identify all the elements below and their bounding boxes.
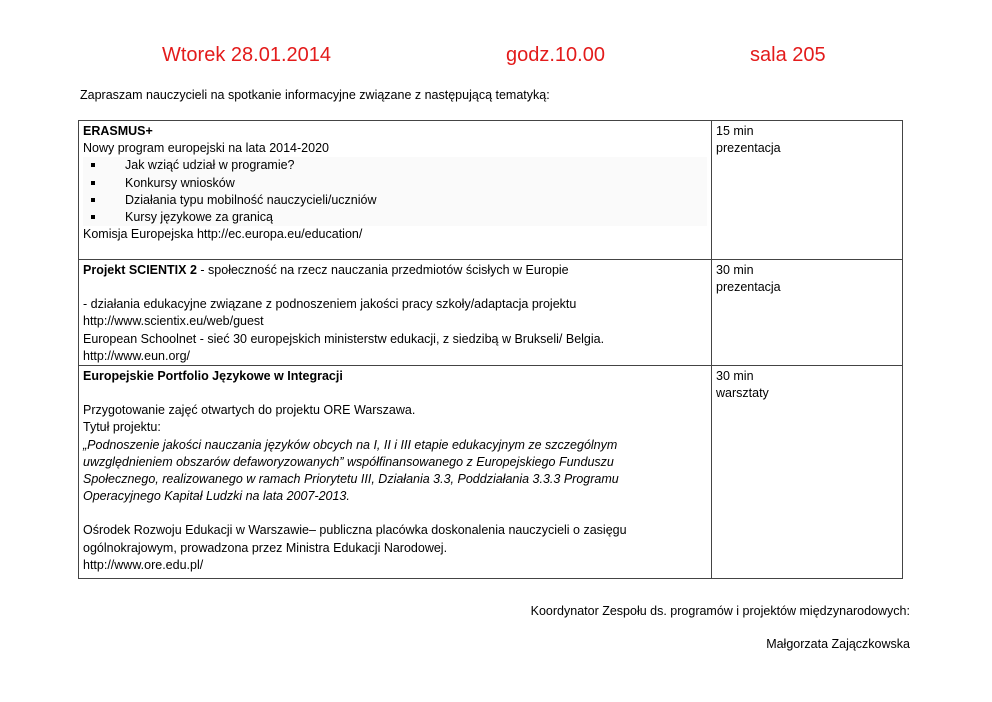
table-row bbox=[79, 260, 903, 366]
meeting-time: godz.10.00 bbox=[506, 44, 605, 66]
duration-cell bbox=[712, 366, 903, 579]
intro-text: Zapraszam nauczycieli na spotkanie informacyjne związane z następującą tematyką: bbox=[80, 88, 550, 102]
table-row bbox=[79, 366, 903, 579]
bullet-square-icon bbox=[91, 215, 95, 219]
topic-bullet-list bbox=[83, 157, 707, 226]
topic-line: - działania edukacyjne związane z podnoszeniem jakości pracy szkoły/adaptacja projektu bbox=[83, 297, 577, 312]
session-form: prezentacja bbox=[716, 280, 781, 295]
schedule-table bbox=[78, 120, 903, 579]
coordinator-title: Koordynator Zespołu ds. programów i projektów międzynarodowych: bbox=[530, 604, 910, 618]
coordinator-name: Małgorzata Zajączkowska bbox=[766, 637, 910, 651]
list-item bbox=[83, 192, 707, 209]
project-title-line: uwzględnieniem obszarów defaworyzowanych” współfinansowanego z Europejskiego Funduszu bbox=[83, 454, 614, 469]
topic-title: Projekt SCIENTIX 2 bbox=[83, 263, 197, 277]
project-title-line: Operacyjnego Kapitał Ludzki na lata 2007-2013. bbox=[83, 489, 350, 504]
topic-cell bbox=[79, 366, 712, 579]
list-item-text: Kursy językowe za granicą bbox=[125, 210, 273, 225]
bullet-square-icon bbox=[91, 181, 95, 185]
topic-line: European Schoolnet - sieć 30 europejskich ministerstw edukacji, z siedzibą w Brukseli/ Belgia. bbox=[83, 331, 605, 346]
topic-line: ogólnokrajowym, prowadzona przez Ministra Edukacji Narodowej. bbox=[83, 540, 448, 555]
topic-link: http://www.scientix.eu/web/guest bbox=[83, 314, 264, 329]
list-item bbox=[83, 157, 707, 174]
topic-line: Tytuł projektu: bbox=[83, 420, 161, 435]
project-title-line: „Podnoszenie jakości nauczania języków obcych na I, II i III etapie edukacyjnym ze szczególnym bbox=[83, 437, 618, 452]
project-title-line: Społecznego, realizowanego w ramach Priorytetu III, Działania 3.3, Poddziałania 3.3.3 Programu bbox=[83, 472, 619, 487]
topic-line: Przygotowanie zajęć otwartych do projektu ORE Warszawa. bbox=[83, 403, 416, 418]
meeting-room: sala 205 bbox=[750, 44, 826, 66]
list-item-text: Działania typu mobilność nauczycieli/uczniów bbox=[125, 192, 377, 207]
duration: 30 min bbox=[716, 263, 754, 277]
bullet-square-icon bbox=[91, 198, 95, 202]
topic-line: Nowy program europejski na lata 2014-2020 bbox=[83, 141, 329, 156]
topic-title: ERASMUS+ bbox=[83, 124, 153, 138]
topic-subtitle: - społeczność na rzecz nauczania przedmiotów ścisłych w Europie bbox=[196, 263, 569, 277]
table-row bbox=[79, 121, 903, 260]
list-item bbox=[83, 175, 707, 192]
list-item bbox=[83, 209, 707, 226]
meeting-date: Wtorek 28.01.2014 bbox=[162, 44, 331, 66]
topic-link: http://www.ore.edu.pl/ bbox=[83, 557, 204, 572]
duration: 30 min bbox=[716, 369, 754, 384]
duration: 15 min bbox=[716, 124, 754, 138]
session-form: warsztaty bbox=[716, 386, 769, 401]
duration-cell bbox=[712, 260, 903, 366]
session-form: prezentacja bbox=[716, 141, 781, 156]
list-item-text: Jak wziąć udział w programie? bbox=[125, 158, 295, 173]
topic-cell bbox=[79, 121, 712, 260]
bullet-square-icon bbox=[91, 163, 95, 167]
topic-heading bbox=[83, 262, 707, 279]
topic-link: http://www.eun.org/ bbox=[83, 348, 191, 363]
duration-cell bbox=[712, 121, 903, 260]
topic-source: Komisja Europejska http://ec.europa.eu/education/ bbox=[83, 227, 363, 242]
list-item-text: Konkursy wniosków bbox=[125, 175, 235, 190]
topic-title: Europejskie Portfolio Językowe w Integracji bbox=[83, 369, 343, 384]
topic-cell bbox=[79, 260, 712, 366]
topic-line: Ośrodek Rozwoju Edukacji w Warszawie– publiczna placówka doskonalenia nauczycieli o zasięgu bbox=[83, 523, 627, 538]
